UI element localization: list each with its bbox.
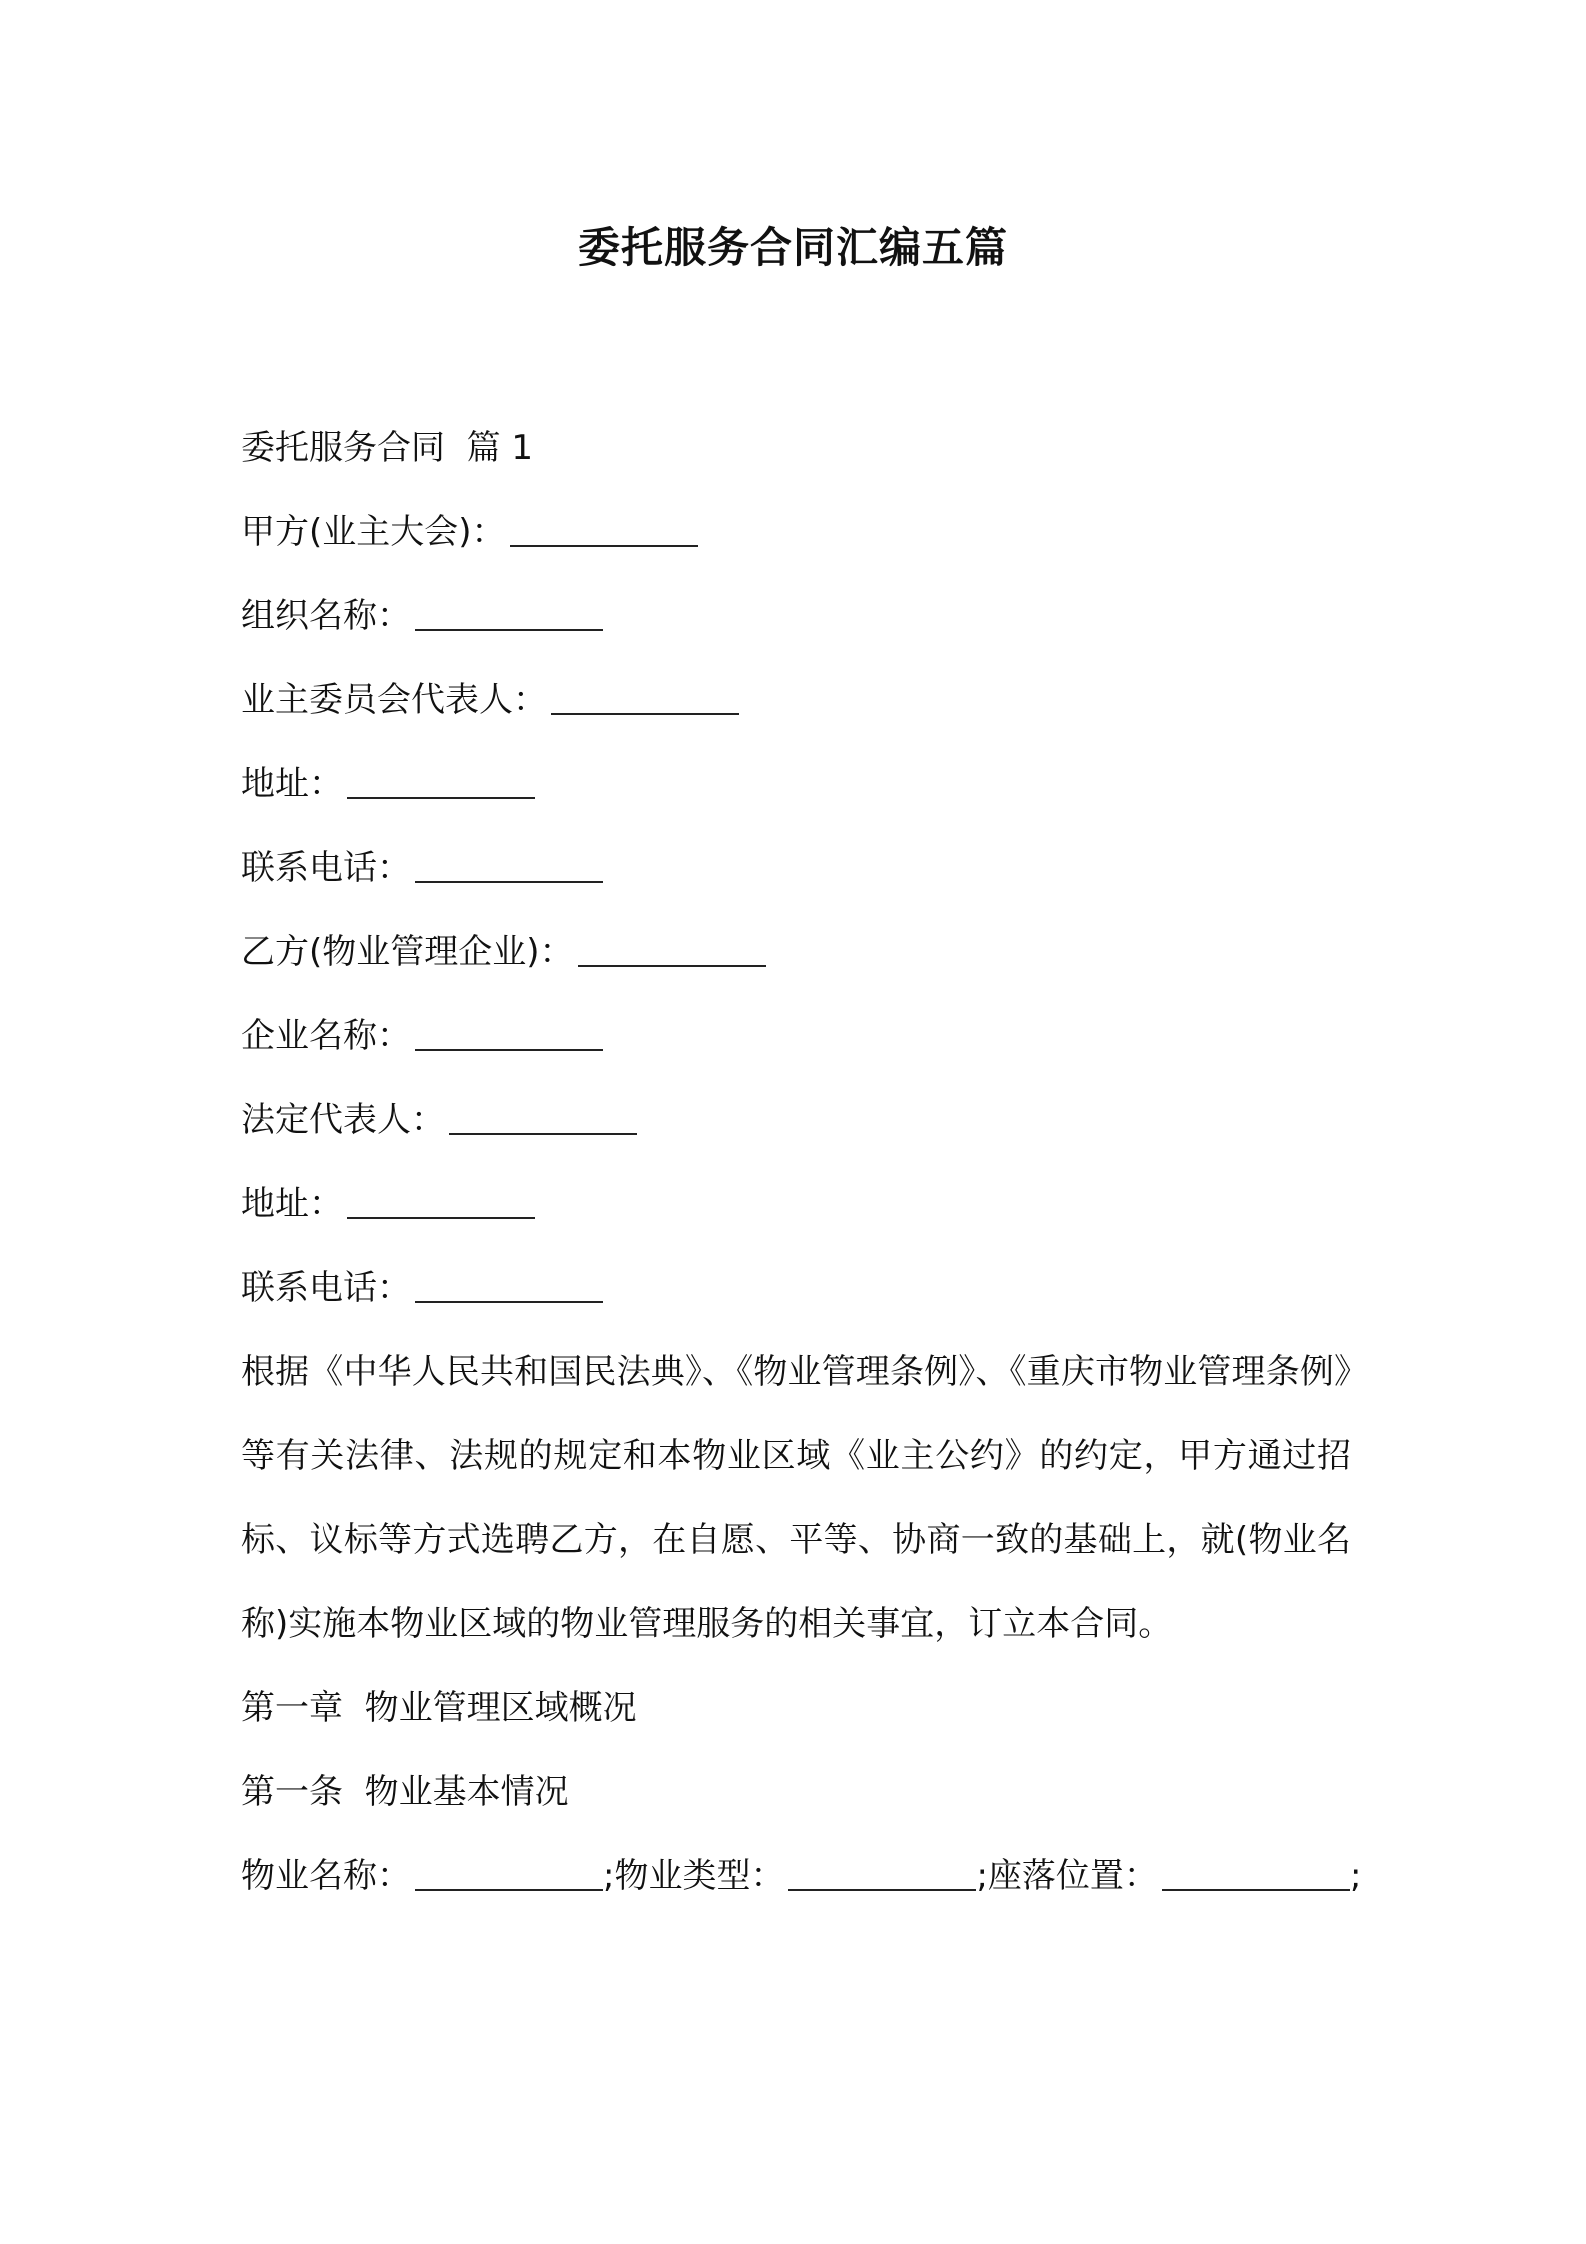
legal-rep-line	[241, 1078, 1361, 1162]
company-name-blank[interactable]	[415, 1013, 603, 1051]
property-type-label: ;物业类型：	[603, 1856, 785, 1896]
line-end-mark: ;	[1349, 1856, 1362, 1896]
party-a-address-blank[interactable]	[347, 761, 535, 799]
party-b-phone-label: 联系电话：	[241, 1268, 411, 1308]
legal-rep-label: 法定代表人：	[241, 1100, 445, 1140]
property-type-blank[interactable]	[788, 1853, 976, 1891]
party-b-address-label: 地址：	[241, 1184, 343, 1224]
party-b-label: 乙方(物业管理企业)：	[241, 932, 574, 972]
document-body	[241, 406, 1361, 1918]
preamble-paragraph: 根据《中华人民共和国民法典》、《物业管理条例》、《重庆市物业管理条例》等有关法律、法规的规定和本物业区域《业主公约》的约定，甲方通过招标、议标等方式选聘乙方，在自愿、平等、协商一致的基础上，就(物业名称)实施本物业区域的物业管理服务的相关事宜，订立本合同。	[241, 1352, 1351, 1644]
party-a-phone-line	[241, 826, 1361, 910]
party-b-address-blank[interactable]	[347, 1181, 535, 1219]
legal-rep-blank[interactable]	[449, 1097, 637, 1135]
org-name-blank[interactable]	[415, 593, 603, 631]
property-location-label: ;座落位置：	[976, 1856, 1158, 1896]
property-location-blank[interactable]	[1162, 1853, 1350, 1891]
party-b-line	[241, 910, 1361, 994]
party-a-address-line	[241, 742, 1361, 826]
chapter-heading: 第一章 物业管理区域概况	[241, 1688, 637, 1728]
owner-rep-label: 业主委员会代表人：	[241, 680, 547, 720]
property-name-blank[interactable]	[415, 1853, 603, 1891]
party-a-phone-label: 联系电话：	[241, 848, 411, 888]
party-b-phone-blank[interactable]	[415, 1265, 603, 1303]
document-title: 委托服务合同汇编五篇	[577, 223, 1008, 272]
company-name-label: 企业名称：	[241, 1016, 411, 1056]
property-name-label: 物业名称：	[241, 1856, 411, 1896]
org-name-label: 组织名称：	[241, 596, 411, 636]
party-a-label: 甲方(业主大会)：	[241, 512, 506, 552]
party-a-address-label: 地址：	[241, 764, 343, 804]
owner-rep-line	[241, 658, 1361, 742]
org-name-line	[241, 574, 1361, 658]
article-heading: 第一条 物业基本情况	[241, 1772, 569, 1812]
section-heading: 委托服务合同 篇 1	[241, 428, 534, 468]
company-name-line	[241, 994, 1361, 1078]
party-a-blank[interactable]	[510, 509, 698, 547]
party-b-blank[interactable]	[578, 929, 766, 967]
party-a-phone-blank[interactable]	[415, 845, 603, 883]
owner-rep-blank[interactable]	[551, 677, 739, 715]
party-b-address-line	[241, 1162, 1361, 1246]
basic-info-line	[241, 1834, 1361, 1918]
party-b-phone-line	[241, 1246, 1361, 1330]
party-a-line	[241, 490, 1361, 574]
